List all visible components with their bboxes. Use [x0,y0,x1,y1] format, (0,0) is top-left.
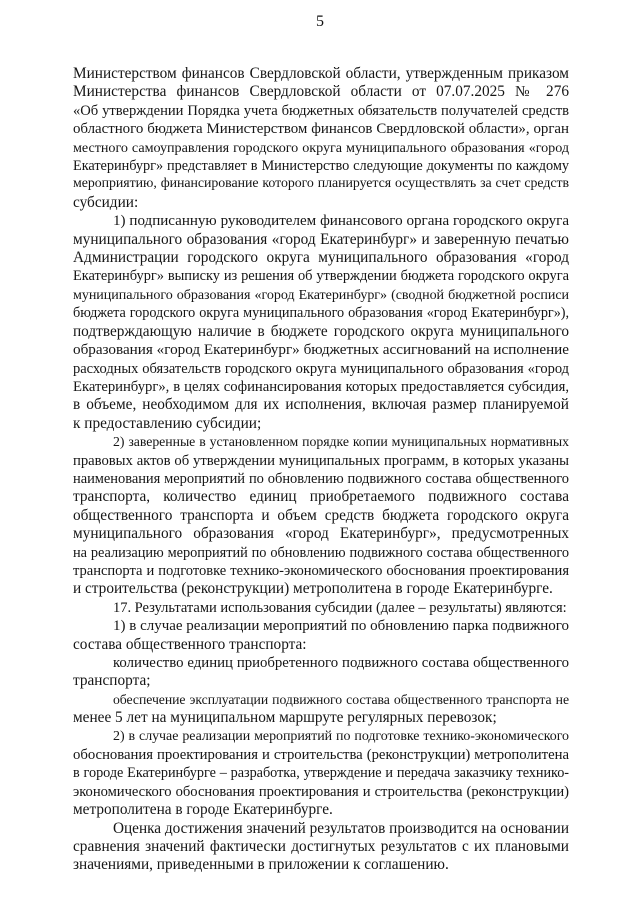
text-line: к предоставлению субсидии; [73,414,262,432]
text-line: обоснования проектирования и строительства (реконструкции) метрополитена [73,747,569,764]
text-line: Администрации городского округа муниципального образования «город [73,249,569,267]
text-line: местного самоуправления городского округа муниципального образования «город [73,139,569,156]
text-line: и строительства (реконструкции) метрополитена в городе Екатеринбурге. [73,580,553,598]
text-line: 1) подписанную руководителем финансового органа городского округа [113,213,569,230]
text-line: Оценка достижения значений результатов производится на основании [113,819,569,837]
page-number: 5 [316,13,324,30]
text-line: значениями, приведенными в приложении к соглашению. [73,856,449,874]
text-line: областного бюджета Министерством финансов Свердловской области», орган [73,121,569,138]
text-line: метрополитена в городе Екатеринбурге. [73,801,333,819]
text-line: муниципального образования «город Екатеринбург», предусмотренных [73,525,569,543]
text-line: транспорта, количество единиц приобретаемого подвижного состава [73,488,569,506]
text-line: в городе Екатеринбурге – разработка, утверждение и передача заказчику технико- [73,765,569,782]
text-line: Министерства финансов Свердловской области от 07.07.2025 № 276 [73,83,569,101]
text-line: в объеме, необходимом для их исполнения, включая размер планируемой [73,396,569,414]
text-line: менее 5 лет на муниципальном маршруте регулярных перевозок; [73,709,497,727]
text-line: 1) в случае реализации мероприятий по обновлению парка подвижного [113,618,569,635]
text-line: Екатеринбург» представляет в Министерство следующие документы по каждому [73,158,569,175]
text-line: общественного транспорта и объем средств бюджета городского округа [73,506,569,524]
text-line: «Об утверждении Порядка учета бюджетных обязательств получателей средств [73,102,569,119]
text-line: обеспечение эксплуатации подвижного состава общественного транспорта не [113,691,569,707]
text-line: 2) в случае реализации мероприятий по подготовке технико-экономического [113,728,569,744]
text-line: субсидии: [73,193,139,211]
text-line: 17. Результатами использования субсидии (далее – результаты) являются: [113,599,567,616]
text-line: муниципального образования «город Екатеринбург» (сводной бюджетной росписи [73,286,569,303]
text-line: транспорта и подготовке технико-экономического обоснования проектирования [73,562,569,579]
text-line: количество единиц приобретенного подвижного состава общественного [113,655,569,671]
text-line: образования «город Екатеринбург» бюджетных ассигнований на исполнение [73,341,569,359]
text-line: Министерством финансов Свердловской области, утвержденным приказом [73,65,569,82]
text-line: сравнения значений фактически достигнутых результатов с их плановыми [73,838,569,856]
text-line: Екатеринбург» выписку из решения об утверждении бюджета городского округа [73,268,569,285]
text-line: правовых актов об утверждении муниципальных программ, в которых указаны [73,452,569,469]
text-line: бюджета городского округа муниципального образования «город Екатеринбург»), [73,305,569,322]
text-line: муниципального образования «город Екатеринбург» и заверенную печатью [73,230,569,248]
text-line: расходных обязательств городского округа муниципального образования «город [73,360,569,377]
text-line: мероприятию, финансирование которого планируется осуществлять за счет средств [73,176,569,192]
text-line: транспорта; [73,672,151,690]
text-line: на реализацию мероприятий по обновлению подвижного состава общественного [73,544,569,561]
text-line: состава общественного транспорта: [73,635,307,653]
text-line: наименования мероприятий по обновлению подвижного состава общественного [73,470,569,487]
text-line: 2) заверенные в установленном порядке копии муниципальных нормативных [113,434,569,450]
text-line: Екатеринбург», в целях софинансирования которых предоставляется субсидия, [73,378,569,395]
text-line: подтверждающую наличие в бюджете городского округа муниципального [73,322,569,340]
document-body [73,65,569,875]
text-line: экономического обоснования проектирования и строительства (реконструкции) [73,783,569,800]
